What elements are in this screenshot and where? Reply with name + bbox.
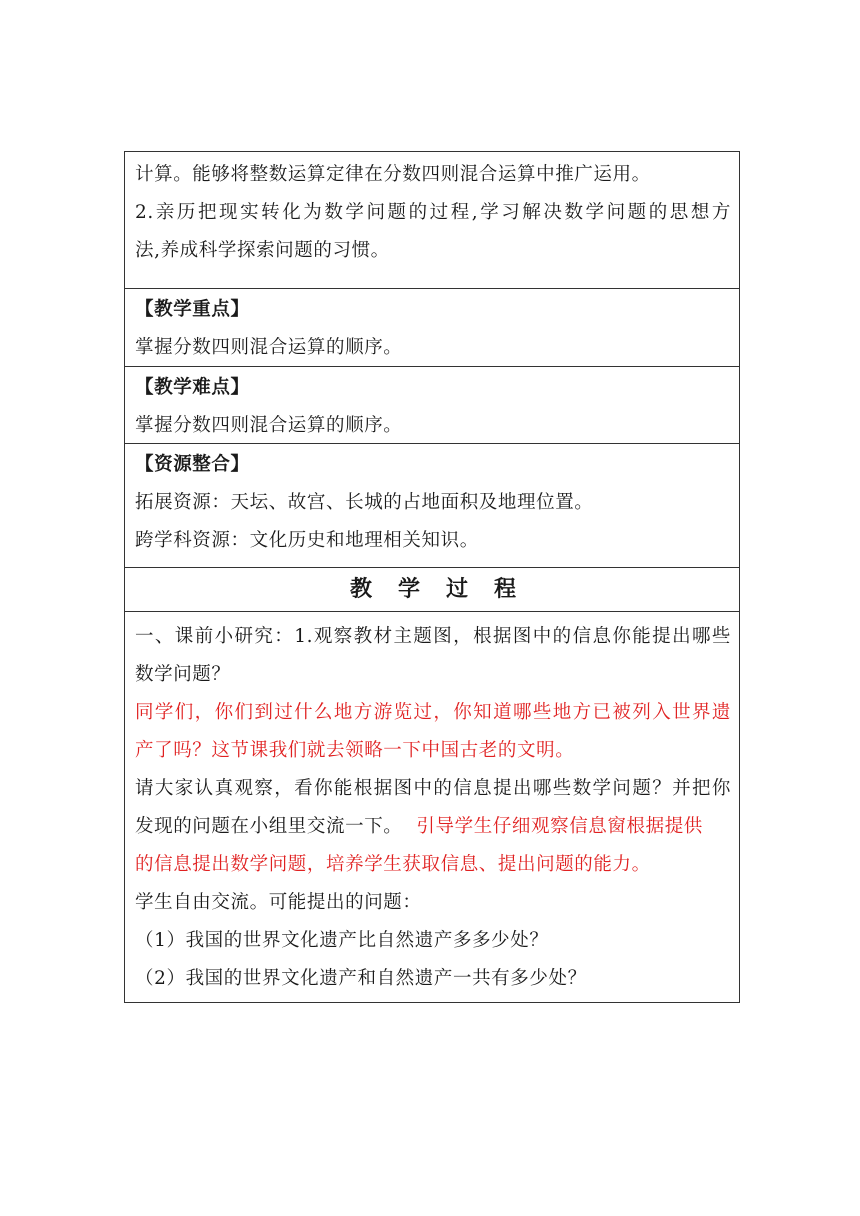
goal-line-2a: 2.亲历把现实转化为数学问题的过程,学习解决数学问题的思想方 xyxy=(135,202,731,223)
resources-title: 【资源整合】 xyxy=(135,454,250,475)
key-points-cell xyxy=(125,289,739,367)
process-line-4-guidance: 引导学生仔细观察信息窗根据提供 xyxy=(416,816,703,837)
question-2: （2）我国的世界文化遗产和自然遗产一共有多少处？ xyxy=(135,968,587,989)
process-red-line-1: 同学们，你们到过什么地方游览过，你知道哪些地方已被列入世界遗 xyxy=(135,702,731,723)
process-heading-cell xyxy=(125,568,739,612)
lesson-plan-table xyxy=(124,151,740,1003)
process-heading: 教学过程 xyxy=(349,576,542,602)
difficulties-title: 【教学难点】 xyxy=(135,377,250,398)
key-points-text: 掌握分数四则混合运算的顺序。 xyxy=(135,337,403,358)
teaching-goals-cell xyxy=(125,152,739,289)
process-line-5: 学生自由交流。可能提出的问题： xyxy=(135,892,422,913)
key-points-title: 【教学重点】 xyxy=(135,299,250,320)
process-cell xyxy=(125,612,739,1002)
process-line-1: 一、课前小研究：1.观察教材主题图，根据图中的信息你能提出哪些 xyxy=(135,626,731,647)
difficulties-cell xyxy=(125,367,739,444)
process-line-2: 数学问题？ xyxy=(135,664,231,685)
resources-cell xyxy=(125,444,739,568)
process-red-line-3: 的信息提出数学问题，培养学生获取信息、提出问题的能力。 xyxy=(135,854,651,875)
resources-line-2: 跨学科资源：文化历史和地理相关知识。 xyxy=(135,530,479,551)
process-line-4 xyxy=(135,808,731,846)
goal-line-2b: 法,养成科学探索问题的习惯。 xyxy=(135,240,390,261)
process-red-line-2: 产了吗？这节课我们就去领略一下中国古老的文明。 xyxy=(135,740,575,761)
process-line-3: 请大家认真观察，看你能根据图中的信息提出哪些数学问题？并把你 xyxy=(135,778,731,799)
question-1: （1）我国的世界文化遗产比自然遗产多多少处？ xyxy=(135,930,549,951)
process-line-4-text: 发现的问题在小组里交流一下。 xyxy=(135,816,403,837)
difficulties-text: 掌握分数四则混合运算的顺序。 xyxy=(135,415,403,436)
resources-line-1: 拓展资源：天坛、故宫、长城的占地面积及地理位置。 xyxy=(135,492,594,513)
goal-line-1: 计算。能够将整数运算定律在分数四则混合运算中推广运用。 xyxy=(135,164,651,185)
